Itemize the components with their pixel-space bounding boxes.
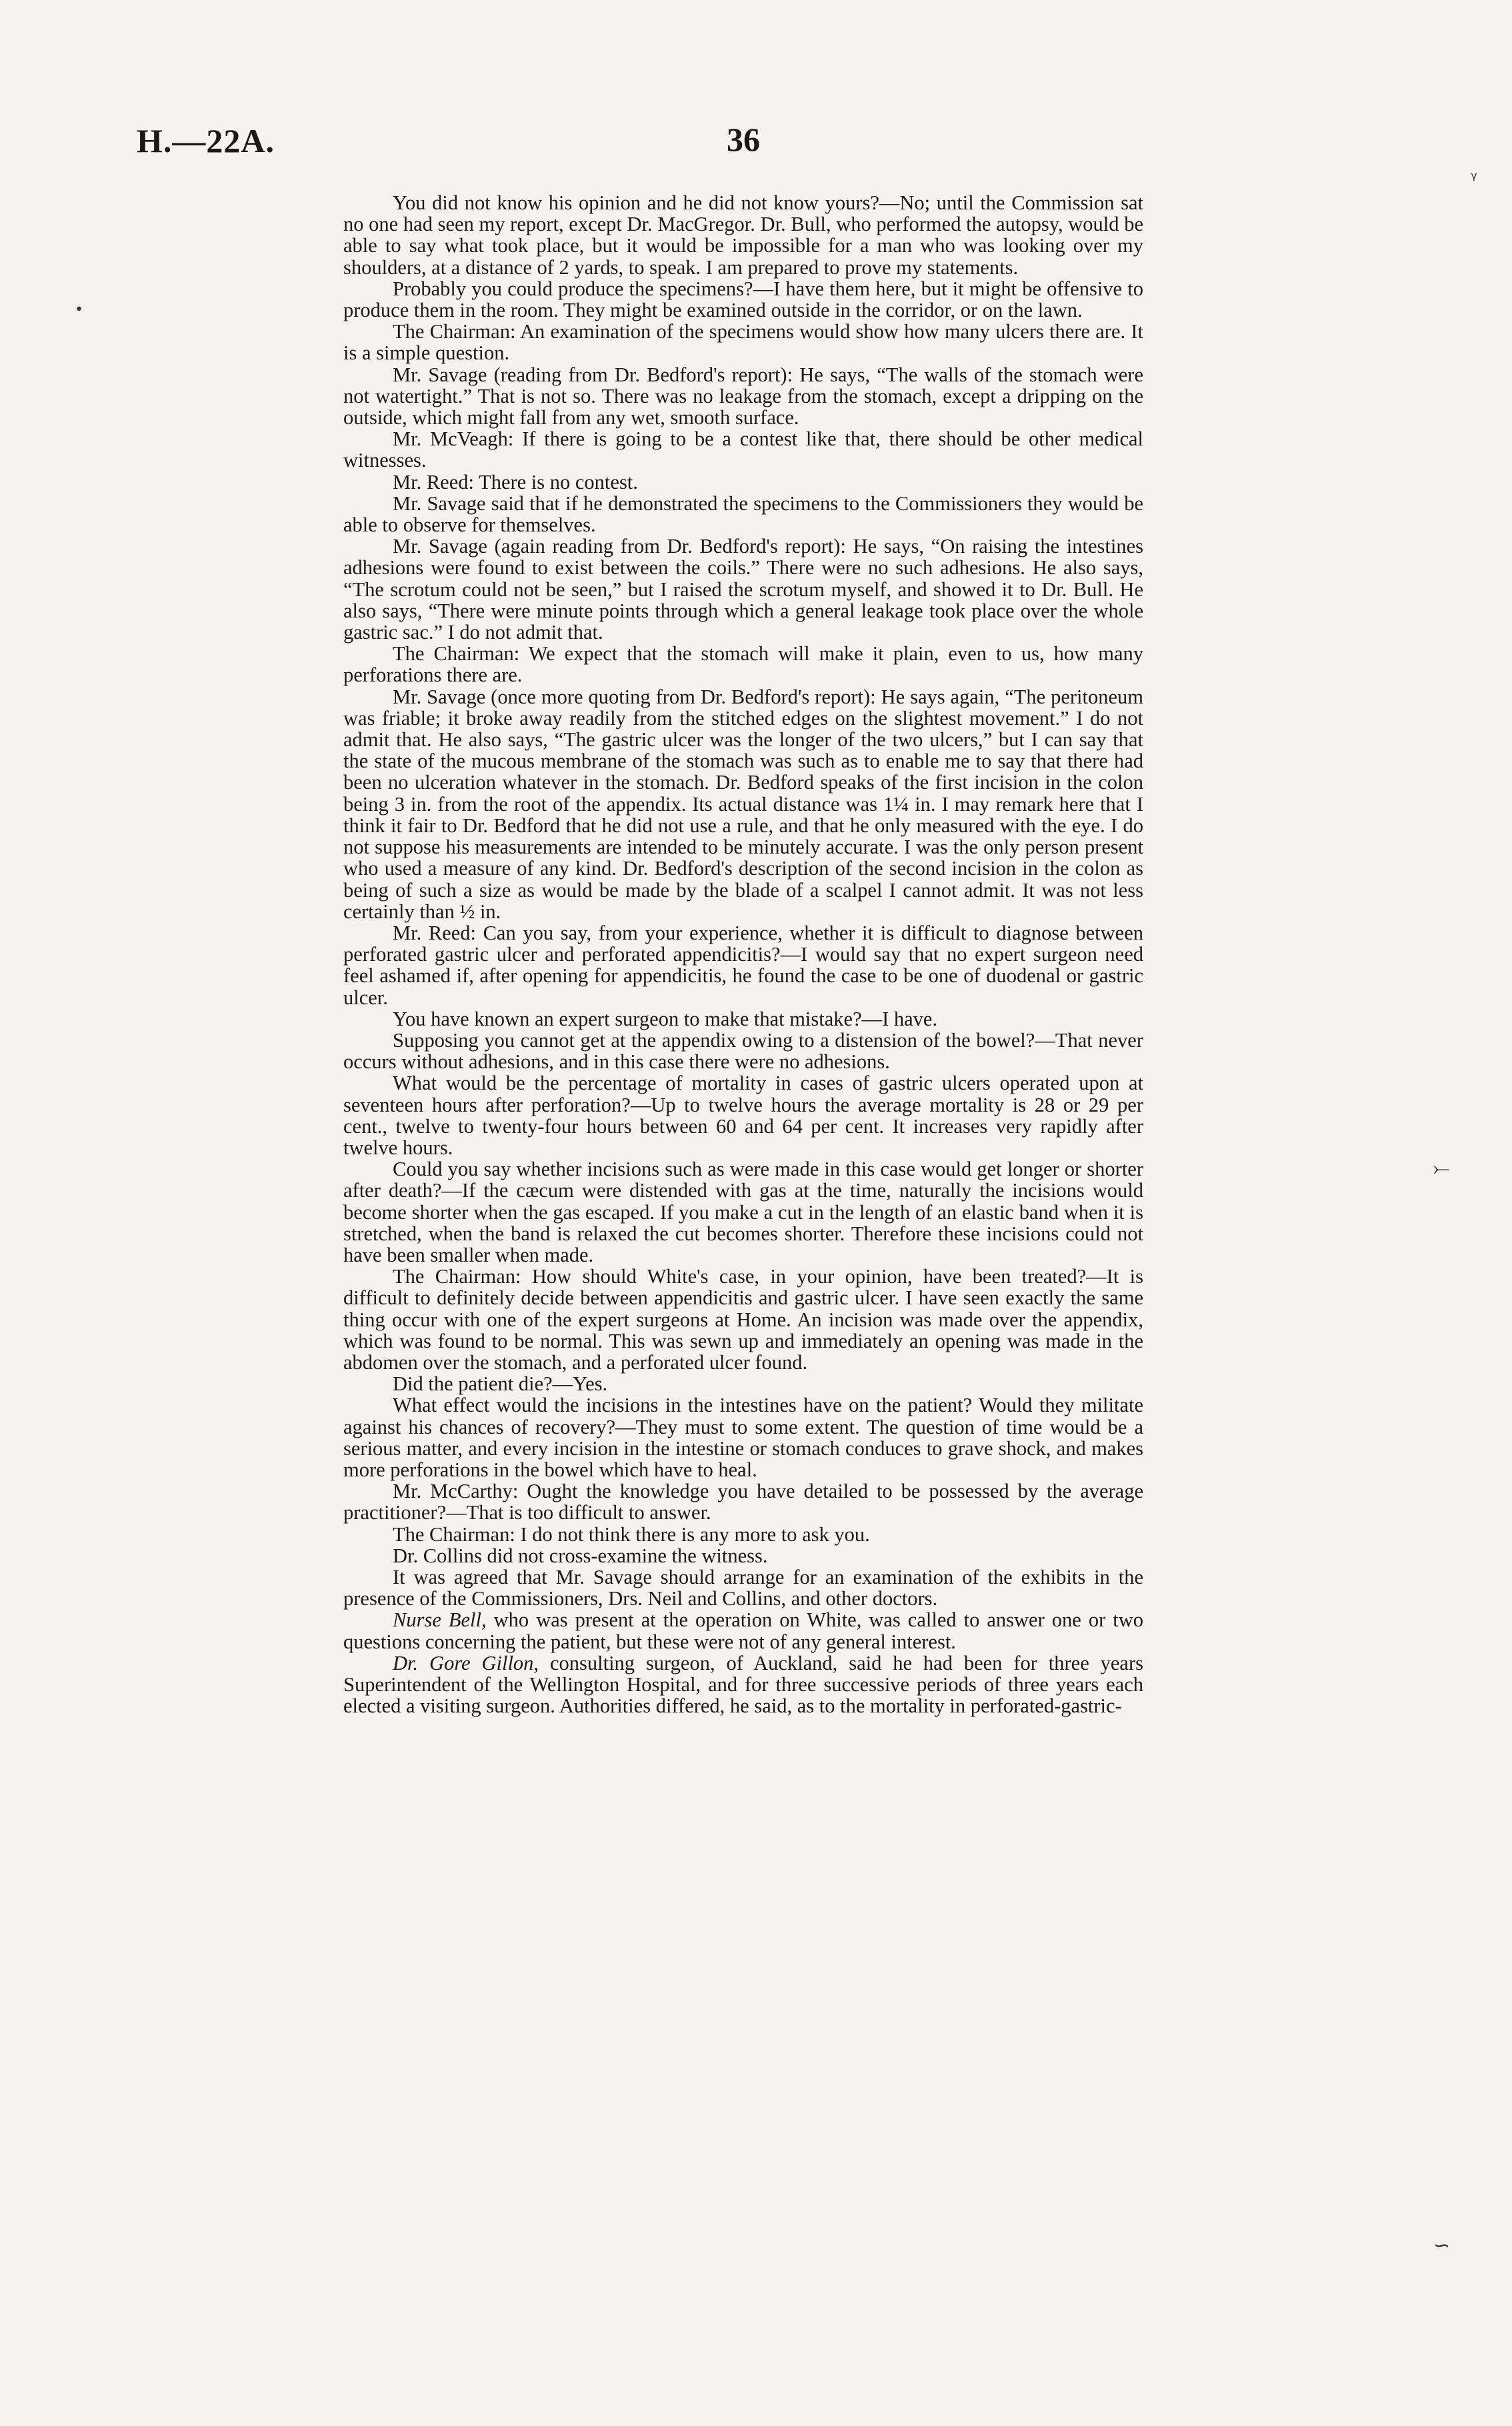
paragraph-text: Mr. Savage (again reading from Dr. Bedford's report): He says, “On raising the intestines adhesions were found to exist between the coils.” There were no such adhesions. He also says, “The scrotum could not be seen,” but I raised the scrotum myself, and showed it to Dr. Bull. He also says, “There were minute points through which a general leakage took place over the whole gastric sac.” I do not admit that. (343, 535, 1143, 644)
document-reference: H.—22A. (137, 122, 275, 159)
body-paragraph (343, 1480, 1143, 1523)
paragraph-text: who was present at the operation on White, was called to answer one or two questions concerning the patient, but these were not of any general interest. (343, 1608, 1143, 1653)
document-body (343, 192, 1143, 1716)
body-paragraph (343, 364, 1143, 429)
body-paragraph (343, 321, 1143, 363)
paragraph-text: Dr. Collins did not cross-examine the witness. (393, 1544, 768, 1567)
paragraph-text: Probably you could produce the specimens?—I have them here, but it might be offensive to produce them in the room. They might be examined outside in the corridor, or on the lawn. (343, 277, 1143, 322)
body-paragraph (343, 493, 1143, 535)
body-paragraph (343, 1030, 1143, 1072)
paragraph-text: You did not know his opinion and he did not know yours?—No; until the Commission sat no one had seen my report, except Dr. MacGregor. Dr. Bull, who performed the autopsy, would be able to say what took place, but it would be impossible for a man who was looking over my shoulders, at a distance of 2 yards, to speak. I am prepared to prove my statements. (343, 191, 1143, 279)
body-paragraph (343, 1652, 1143, 1717)
body-paragraph (343, 1394, 1143, 1480)
page-number: 36 (727, 121, 760, 158)
paragraph-text: What effect would the incisions in the intestines have on the patient? Would they militate against his chances of recovery?—They must to some extent. The question of time would be a serious matter, and every incision in the intestine or stomach conduces to grave shock, and makes more perforations in the bowel which have to heal. (343, 1394, 1143, 1481)
body-paragraph (343, 1008, 1143, 1030)
paragraph-text: It was agreed that Mr. Savage should arrange for an examination of the exhibits in the presence of the Commissioners, Drs. Neil and Collins, and other doctors. (343, 1566, 1143, 1610)
paragraph-text: The Chairman: We expect that the stomach will make it plain, even to us, how many perforations there are. (343, 642, 1143, 687)
body-paragraph (343, 535, 1143, 643)
paragraph-text: Mr. Reed: There is no contest. (393, 470, 638, 493)
paragraph-text: Mr. Savage (reading from Dr. Bedford's report): He says, “The walls of the stomach were not watertight.” That is not so. There was no leakage from the stomach, except a dripping on the outside, which might fall from any wet, smooth surface. (343, 363, 1143, 429)
paragraph-text: The Chairman: An examination of the specimens would show how many ulcers there are. It is a simple question. (343, 320, 1143, 365)
paragraph-text: Did the patient die?—Yes. (393, 1372, 608, 1396)
paragraph-text: Mr. McVeagh: If there is going to be a contest like that, there should be other medical witnesses. (343, 427, 1143, 472)
paragraph-text: consulting surgeon, of Auckland, said he had been for three years Superintendent of the Wellington Hospital, and for three successive periods of three years each elected a visiting surgeon. Authorities differed, he said, as to the mortality in perforated-gastric- (343, 1651, 1143, 1718)
body-paragraph (343, 1609, 1143, 1652)
body-paragraph (343, 471, 1143, 493)
paragraph-text: You have known an expert surgeon to make that mistake?—I have. (393, 1007, 938, 1030)
margin-mark-bottom-right: ∽ (1433, 2234, 1451, 2257)
body-paragraph (343, 1072, 1143, 1158)
body-paragraph (343, 278, 1143, 321)
body-paragraph (343, 1158, 1143, 1266)
margin-mark-right-arrow: ⤚ (1433, 1157, 1449, 1180)
body-paragraph (343, 686, 1143, 922)
paragraph-text: The Chairman: How should White's case, in your opinion, have been treated?—It is difficult to definitely decide between appendicitis and gastric ulcer. I have seen exactly the same thing occur with one of the expert surgeons at Home. An incision was made over the appendix, which was found to be normal. This was sewn up and immediately an opening was made in the abdomen over the stomach, and a perforated ulcer found. (343, 1265, 1143, 1374)
body-paragraph (343, 643, 1143, 686)
paragraph-text: What would be the percentage of mortality in cases of gastric ulcers operated upon at seventeen hours after perforation?—Up to twelve hours the average mortality is 28 or 29 per cent., twelve to twenty-four hours between 60 and 64 per cent. It increases very rapidly after twelve hours. (343, 1072, 1143, 1159)
paragraph-text: The Chairman: I do not think there is any more to ask you. (393, 1522, 870, 1546)
margin-mark-top-right: ᵧ (1471, 163, 1477, 183)
body-paragraph (343, 1266, 1143, 1373)
paragraph-text: Mr. Savage (once more quoting from Dr. Bedford's report): He says again, “The peritoneum was friable; it broke away readily from the stitched edges on the slightest movement.” I do not admit that. He also says, “The gastric ulcer was the longer of the two ulcers,” but I can say that the state of the mucous membrane of the stomach was such as to enable me to say that there had been no ulceration whatever in the stomach. Dr. Bedford speaks of the first incision in the colon being 3 in. from the root of the appendix. Its actual distance was 1¼ in. I may remark here that I think it fair to Dr. Bedford that he did not use a rule, and that he only measured with the eye. I do not suppose his measurements are intended to be minutely accurate. I was the only person present who used a measure of any kind. Dr. Bedford's description of the second incision in the colon as being of such a size as would be made by the blade of a scalpel I cannot admit. It was not less certainly than ½ in. (343, 685, 1143, 923)
body-paragraph (343, 1545, 1143, 1566)
paragraph-text: Mr. Reed: Can you say, from your experience, whether it is difficult to diagnose between perforated gastric ulcer and perforated appendicitis?—I would say that no expert surgeon need feel ashamed if, after opening for appendicitis, he found the case to be one of duodenal or gastric ulcer. (343, 921, 1143, 1009)
paragraph-text: Mr. McCarthy: Ought the knowledge you have detailed to be possessed by the average practitioner?—That is too difficult to answer. (343, 1480, 1143, 1524)
body-paragraph (343, 922, 1143, 1008)
body-paragraph (343, 428, 1143, 471)
paragraph-text: Could you say whether incisions such as were made in this case would get longer or shorter after death?—If the cæcum were distended with gas at the time, naturally the incisions would become shorter when the gas escaped. If you make a cut in the length of an elastic band when it is stretched, when the band is relaxed the cut becomes shorter. Therefore these incisions could not have been smaller when made. (343, 1158, 1143, 1266)
body-paragraph (343, 1524, 1143, 1545)
body-paragraph (343, 1373, 1143, 1394)
paragraph-text: Mr. Savage said that if he demonstrated the specimens to the Commissioners they would be able to observe for themselves. (343, 491, 1143, 537)
witness-name: Nurse Bell, (393, 1608, 487, 1632)
paragraph-text: Supposing you cannot get at the appendix owing to a distension of the bowel?—That never occurs without adhesions, and in this case there were no adhesions. (343, 1028, 1143, 1074)
witness-name: Dr. Gore Gillon, (393, 1651, 539, 1674)
margin-mark-left: • (75, 301, 83, 318)
body-paragraph (343, 1566, 1143, 1609)
body-paragraph (343, 192, 1143, 278)
